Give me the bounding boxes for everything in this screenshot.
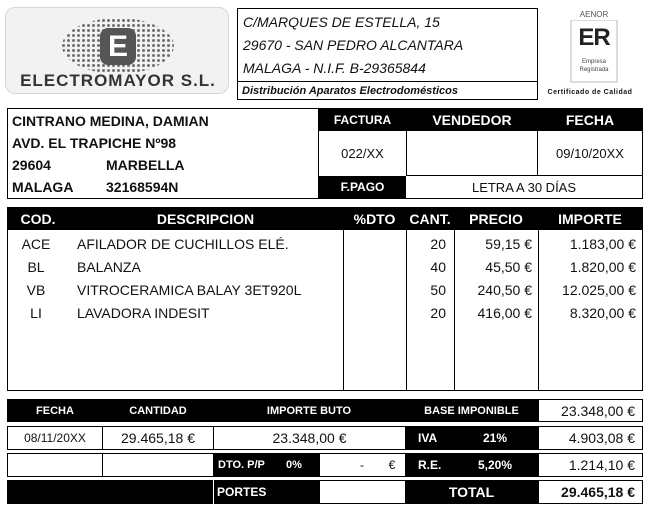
- company-logo: [5, 7, 229, 94]
- item-importe: 8.320,00 €: [569, 304, 636, 321]
- customer-street: AVD. EL TRAPICHE Nº98: [12, 135, 177, 151]
- vendedor-value: [406, 131, 538, 175]
- item-desc: VITROCERAMICA BALAY 3ET920L: [77, 281, 302, 298]
- total-label: TOTAL: [448, 484, 495, 500]
- customer-box: [7, 108, 319, 199]
- logo-name: ELECTROMAYOR S.L.: [20, 71, 216, 90]
- summary-fecha-value: 08/11/20XX: [7, 426, 103, 450]
- customer-zip: 29604: [12, 157, 51, 173]
- item-precio: 416,00 €: [477, 304, 532, 321]
- dto-pp-percent: 0%: [286, 459, 302, 471]
- table-row: [8, 278, 642, 301]
- re-percent: 5,20%: [477, 458, 513, 472]
- portes-label: PORTES: [217, 485, 267, 499]
- item-cant: 20: [430, 304, 446, 321]
- iva-value: 4.903,08 €: [538, 426, 643, 450]
- dto-pp-label: DTO. P/P: [218, 459, 265, 471]
- aenor-caption: Certificado de Calidad: [547, 88, 633, 96]
- aenor-mark: ER: [578, 24, 610, 51]
- aenor-text-1: Empresa: [581, 59, 606, 65]
- iva-label: IVA: [418, 431, 438, 445]
- summary-empty-cell-1: [7, 453, 103, 477]
- summary-importe-bruto-value: 23.348,00 €: [213, 426, 406, 450]
- items-table: [7, 207, 643, 391]
- item-cant: 50: [430, 281, 446, 298]
- total-value: 29.465,18 €: [538, 480, 643, 504]
- item-dto: [343, 301, 406, 324]
- re-label: R.E.: [418, 458, 442, 472]
- fpago-value: LETRA A 30 DÍAS: [406, 175, 642, 198]
- header-descripcion: DESCRIPCION: [156, 211, 255, 227]
- items-body: [8, 232, 642, 328]
- address-line-1: C/MARQUES DE ESTELLA, 15: [243, 14, 440, 30]
- re-value: 1.214,10 €: [538, 453, 643, 477]
- summary-fecha-label: FECHA: [36, 404, 74, 417]
- item-precio: 59,15 €: [485, 235, 532, 252]
- aenor-label: AENOR: [579, 9, 609, 19]
- table-row: [8, 255, 642, 278]
- item-desc: AFILADOR DE CUCHILLOS ELÉ.: [77, 235, 289, 252]
- company-address-box: [237, 8, 538, 100]
- customer-province: MALAGA: [12, 179, 74, 195]
- iva-percent: 21%: [482, 431, 508, 445]
- header-cant: CANT.: [409, 211, 451, 227]
- item-cod: ACE: [21, 235, 51, 252]
- item-dto: [343, 278, 406, 301]
- table-row: [8, 301, 642, 324]
- logo-letter: E: [107, 29, 128, 63]
- aenor-certification: [568, 8, 620, 84]
- vendedor-label: VENDEDOR: [406, 109, 538, 131]
- summary-importe-bruto-label: IMPORTE BUTO: [266, 404, 352, 417]
- invoice-info-box: [318, 108, 643, 199]
- address-line-3: MALAGA - N.I.F. B-29365844: [243, 60, 426, 76]
- item-desc: BALANZA: [77, 258, 141, 275]
- header-cod: COD.: [20, 211, 56, 227]
- base-imponible-label: BASE IMPONIBLE: [424, 404, 519, 417]
- table-row: [8, 232, 642, 255]
- header-precio: PRECIO: [469, 211, 523, 227]
- item-cant: 20: [430, 235, 446, 252]
- item-importe: 1.820,00 €: [569, 258, 636, 275]
- item-desc: LAVADORA INDESIT: [77, 304, 210, 321]
- item-cod: BL: [27, 258, 45, 275]
- item-precio: 240,50 €: [477, 281, 532, 298]
- item-dto: [343, 232, 406, 255]
- fpago-label: F.PAGO: [319, 176, 406, 198]
- fecha-value: 09/10/20XX: [556, 145, 624, 161]
- base-imponible-value: 23.348,00 €: [538, 399, 643, 422]
- item-cant: 40: [430, 258, 446, 275]
- summary-empty-cell-2: [102, 453, 214, 477]
- customer-city: MARBELLA: [106, 157, 185, 173]
- customer-nif: 32168594N: [106, 179, 179, 195]
- item-dto: [343, 255, 406, 278]
- fecha-label: FECHA: [538, 109, 642, 131]
- header-importe: IMPORTE: [558, 211, 622, 227]
- item-importe: 1.183,00 €: [569, 235, 636, 252]
- factura-label: FACTURA: [319, 109, 406, 131]
- item-cod: VB: [26, 281, 46, 298]
- summary-cantidad-label: CANTIDAD: [129, 404, 187, 417]
- customer-name: CINTRANO MEDINA, DAMIAN: [12, 113, 209, 129]
- dto-pp-value: -: [360, 458, 364, 472]
- address-line-2: 29670 - SAN PEDRO ALCANTARA: [243, 37, 464, 53]
- item-importe: 12.025,00 €: [562, 281, 636, 298]
- company-tagline: Distribución Aparatos Electrodomésticos: [242, 84, 458, 97]
- portes-value-cell: [319, 480, 406, 504]
- item-precio: 45,50 €: [485, 258, 532, 275]
- aenor-text-2: Registrada: [579, 67, 609, 73]
- item-cod: LI: [30, 304, 42, 321]
- dto-pp-currency: €: [388, 458, 396, 472]
- header-dto: %DTO: [353, 211, 396, 227]
- summary-cantidad-value: 29.465,18 €: [102, 426, 214, 450]
- factura-value: 022/XX: [341, 145, 384, 161]
